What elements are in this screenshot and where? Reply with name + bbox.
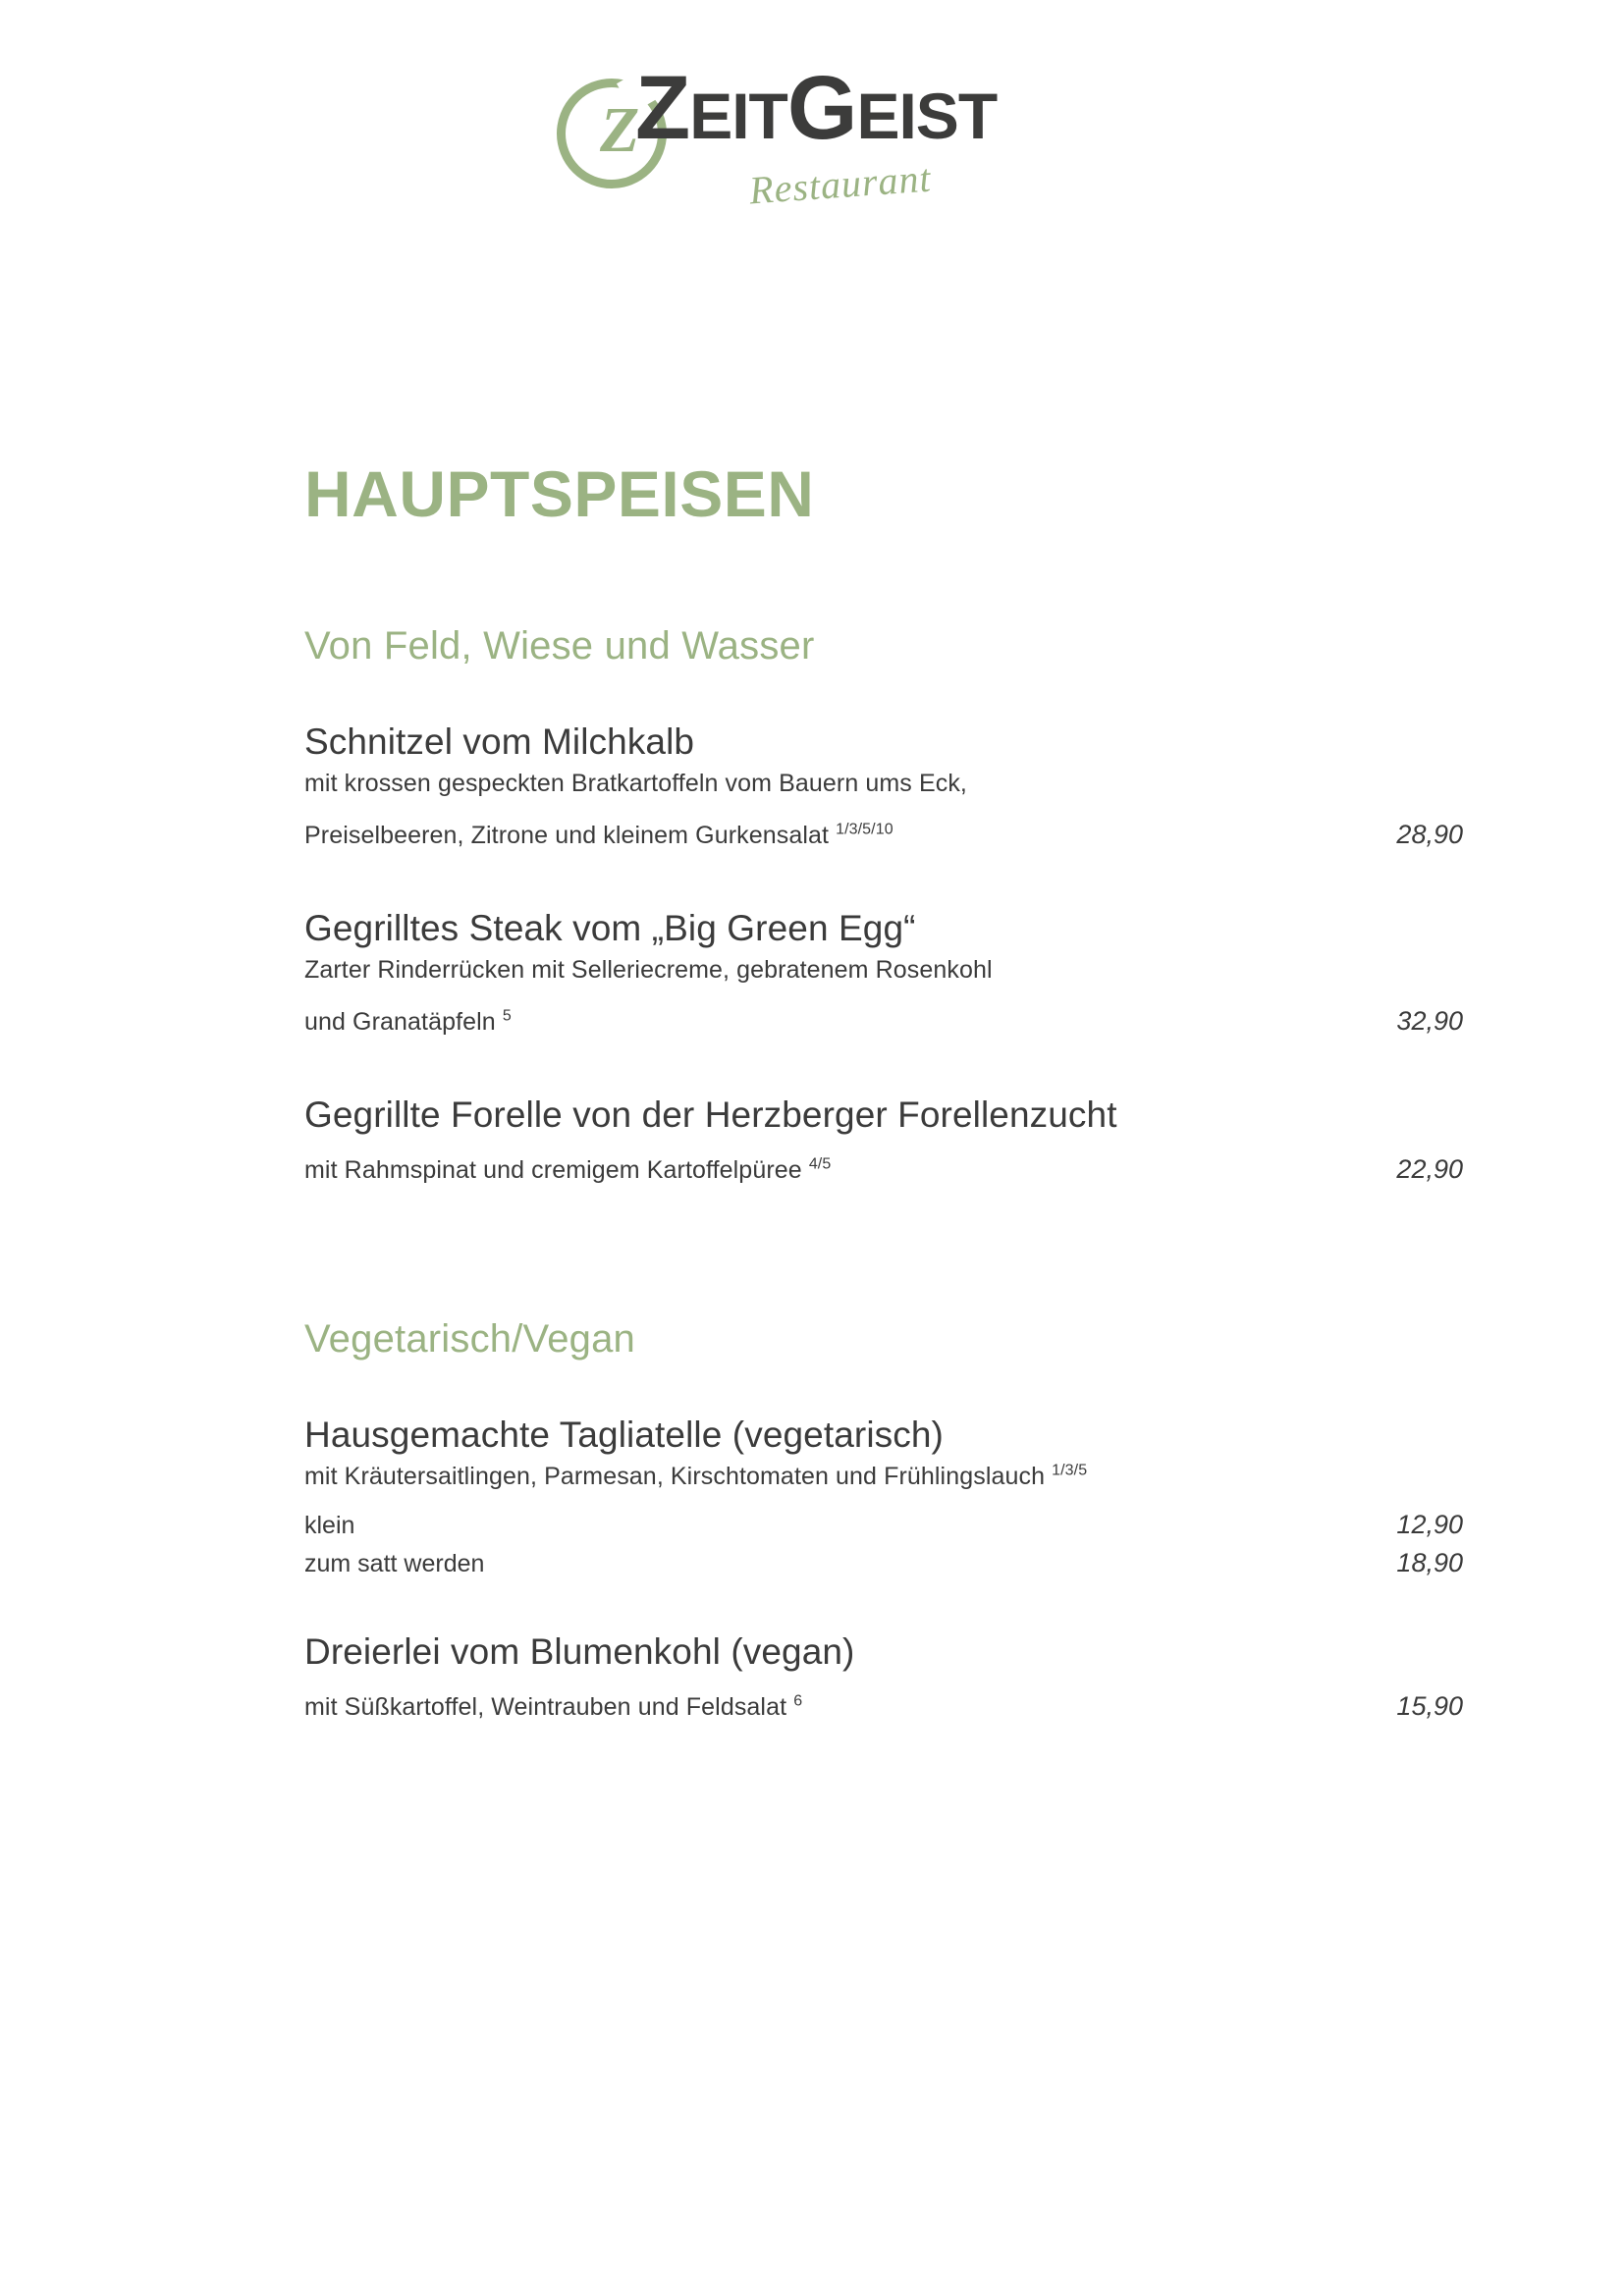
menu-item-description-text: Preiselbeeren, Zitrone und kleinem Gurkensalat — [304, 822, 830, 849]
restaurant-logo — [0, 0, 1624, 233]
menu-item-price: 32,90 — [1396, 1005, 1463, 1036]
menu-item — [304, 1413, 1463, 1578]
menu-item-allergens: 6 — [793, 1692, 803, 1710]
menu-item-description-line — [304, 1151, 831, 1190]
menu-item-price-row — [304, 1003, 1463, 1041]
logo-graphic — [557, 58, 1067, 233]
menu-item — [304, 906, 1463, 1041]
menu-item-description-line — [304, 1003, 512, 1041]
menu-sheet — [304, 457, 1463, 1727]
menu-item-description-text: mit Süßkartoffel, Weintrauben und Feldsalat — [304, 1692, 787, 1721]
section-title-vegetarisch-vegan: Vegetarisch/Vegan — [304, 1316, 635, 1361]
menu-item-description-line — [304, 1688, 802, 1727]
menu-item-option-label: klein — [304, 1511, 355, 1539]
logo-wordmark-g: G — [786, 58, 857, 158]
logo-monogram-letter: Z — [600, 94, 640, 166]
menu-item-allergens: 1/3/5/10 — [836, 821, 893, 838]
menu-item-name: Gegrilltes Steak vom „Big Green Egg“ — [304, 907, 916, 948]
menu-item-price-row — [304, 817, 1463, 855]
logo-wordmark-eit: EIT — [689, 80, 787, 152]
menu-item-price: 28,90 — [1396, 820, 1463, 849]
menu-item-option-price: 12,90 — [1396, 1509, 1463, 1539]
menu-item-allergens: 5 — [502, 1007, 512, 1025]
menu-item — [304, 1629, 1463, 1727]
menu-item-price-row — [304, 1688, 1463, 1727]
menu-item-option-price: 18,90 — [1396, 1547, 1463, 1577]
logo-wordmark-eist: EIST — [856, 80, 998, 152]
menu-item-description-line: Zarter Rinderrücken mit Selleriecreme, gebratenem Rosenkohl — [304, 956, 993, 984]
menu-item-description-line — [304, 817, 893, 855]
logo-wordmark-z: Z — [635, 58, 690, 158]
logo-subtitle: Restaurant — [747, 155, 933, 213]
menu-item-name: Schnitzel vom Milchkalb — [304, 721, 695, 762]
menu-item-name: Gegrillte Forelle von der Herzberger Forellenzucht — [304, 1094, 1117, 1135]
menu-item-description-line — [304, 1458, 1463, 1496]
menu-item — [304, 720, 1463, 855]
menu-item-description-line: mit krossen gespeckten Bratkartoffeln vom Bauern ums Eck, — [304, 770, 967, 798]
menu-item-description-text: mit Rahmspinat und cremigem Kartoffelpüree — [304, 1155, 802, 1184]
menu-item — [304, 1093, 1463, 1190]
menu-item-price: 22,90 — [1396, 1153, 1463, 1184]
page-title: HAUPTSPEISEN — [304, 457, 815, 530]
menu-item-description-text: mit Kräutersaitlingen, Parmesan, Kirschtomaten und Frühlingslauch — [304, 1462, 1046, 1490]
menu-item-allergens: 1/3/5 — [1052, 1462, 1088, 1479]
menu-item-price: 15,90 — [1396, 1690, 1463, 1721]
menu-item-price-row — [304, 1151, 1463, 1190]
menu-item-allergens: 4/5 — [808, 1155, 832, 1173]
menu-item-option-row — [304, 1548, 1463, 1578]
section-title-feld-wiese-wasser: Von Feld, Wiese und Wasser — [304, 624, 815, 667]
menu-item-option-row — [304, 1510, 1463, 1540]
menu-item-name: Dreierlei vom Blumenkohl (vegan) — [304, 1630, 855, 1672]
menu-item-description-text: und Granatäpfeln — [304, 1007, 496, 1036]
menu-item-option-label: zum satt werden — [304, 1549, 485, 1577]
menu-item-name: Hausgemachte Tagliatelle (vegetarisch) — [304, 1414, 944, 1455]
logo-wordmark — [635, 58, 998, 158]
